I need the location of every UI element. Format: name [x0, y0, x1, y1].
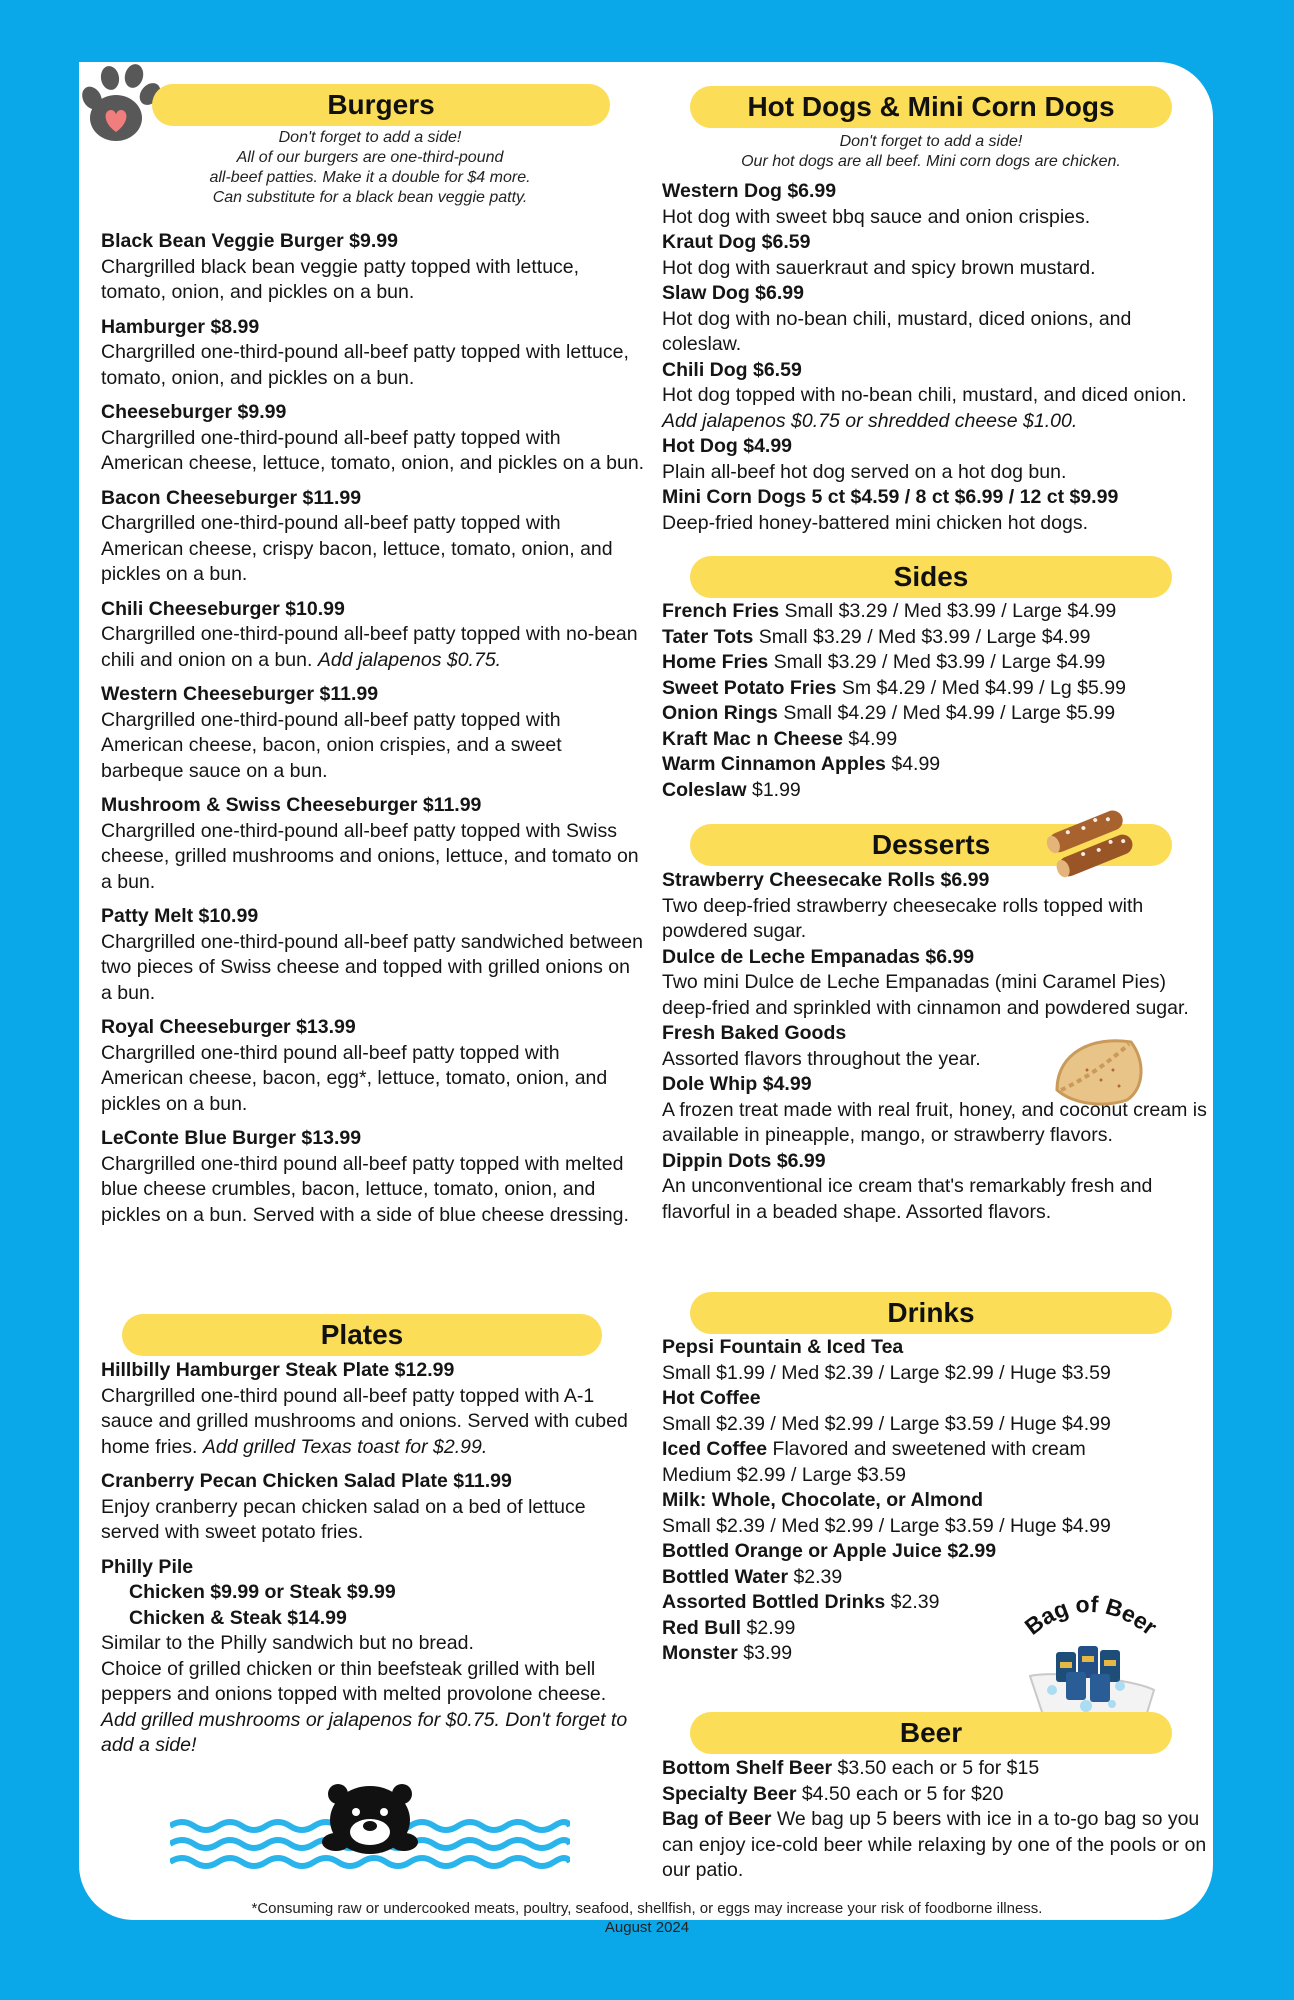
- menu-item: [101, 1469, 646, 1546]
- item-price: $3.99: [743, 1642, 793, 1664]
- sides-list: [662, 599, 1207, 803]
- disclaimer: *Consuming raw or undercooked meats, poultry, seafood, shellfish, or eggs may increase your risk of foodborne illness.: [251, 1900, 1043, 1917]
- menu-item: [662, 868, 1207, 945]
- plates-title: Plates: [320, 1319, 404, 1350]
- item-extra: Add grilled mushrooms or jalapenos for $0.75. Don't forget to add a side!: [101, 1708, 628, 1756]
- menu-item: [662, 179, 1207, 230]
- item-price: $2.39: [890, 1591, 940, 1613]
- item-price: We bag up 5 beers with ice in a to-go bag so you can enjoy ice-cold beer while relaxing by one of the pools or on our patio.: [662, 1808, 1207, 1881]
- item-price: $4.50 each or 5 for $20: [801, 1782, 1004, 1805]
- item-desc: Hot dog with sweet bbq sauce and onion crispies.: [662, 205, 1091, 228]
- item-extra: Add jalapenos $0.75.: [317, 648, 502, 671]
- item-desc: Chargrilled one-third-pound all-beef patty topped with American cheese, crispy bacon, lettuce, tomato, onion, and pickles on a bun.: [101, 512, 613, 585]
- item-name: Sweet Potato Fries: [662, 676, 837, 699]
- beer-item: [662, 1782, 1207, 1808]
- menu-item: [662, 1021, 1207, 1072]
- item-extra: Add jalapenos $0.75 or shredded cheese $1.00.: [662, 409, 1078, 432]
- svg-text:Bag of Beer: [1020, 1591, 1162, 1640]
- item-price: $3.50 each or 5 for $15: [837, 1757, 1040, 1779]
- menu-item: [662, 1072, 1207, 1149]
- item-name: Hot Dog $4.99: [662, 435, 793, 457]
- item-price: Small $4.29 / Med $4.99 / Large $5.99: [783, 702, 1116, 724]
- burgers-note-line: All of our burgers are one-third-pound: [236, 149, 504, 166]
- item-desc: Choice of grilled chicken or thin beefsteak grilled with bell peppers and onions topped with melted provolone cheese.: [101, 1657, 607, 1705]
- item-sub: Medium $2.99 / Large $3.59: [662, 1463, 906, 1486]
- item-name: Slaw Dog $6.99: [662, 282, 804, 304]
- item-name: Kraut Dog $6.59: [662, 231, 811, 253]
- menu-item: [662, 358, 1207, 435]
- desserts-title: Desserts: [871, 829, 991, 860]
- beer-title: Beer: [899, 1717, 963, 1748]
- menu-date: August 2024: [604, 1919, 690, 1936]
- item-desc: Two deep-fried strawberry cheesecake rolls topped with powdered sugar.: [662, 894, 1144, 942]
- item-name: Hamburger $8.99: [101, 315, 260, 338]
- side-item: [662, 599, 1207, 625]
- menu-item: [101, 1126, 646, 1228]
- beer-item: [662, 1756, 1207, 1782]
- item-name: Black Bean Veggie Burger $9.99: [101, 230, 398, 252]
- menu-item: [662, 281, 1207, 358]
- menu-item: [101, 229, 646, 306]
- item-name: LeConte Blue Burger $13.99: [101, 1127, 362, 1149]
- item-name: Bag of Beer: [662, 1808, 772, 1830]
- menu-item: [101, 1358, 646, 1460]
- item-name: Monster: [662, 1642, 738, 1664]
- item-name: Chili Dog $6.59: [662, 358, 802, 381]
- menu-item: [101, 1015, 646, 1117]
- item-desc: Two mini Dulce de Leche Empanadas (mini Caramel Pies) deep-fried and sprinkled with cinnamon and powdered sugar.: [662, 971, 1189, 1019]
- menu-item: [662, 230, 1207, 281]
- item-name: Red Bull: [662, 1616, 742, 1639]
- item-desc-wrap: [662, 383, 1207, 434]
- item-name: Western Dog $6.99: [662, 180, 837, 202]
- item-name: Milk: Whole, Chocolate, or Almond: [662, 1489, 984, 1511]
- item-price: Small $3.29 / Med $3.99 / Large $4.99: [784, 600, 1117, 622]
- item-name: Philly Pile: [101, 1555, 194, 1578]
- item-price: $4.99: [848, 727, 898, 750]
- item-name: Mushroom & Swiss Cheeseburger $11.99: [101, 794, 482, 816]
- item-name: Bacon Cheeseburger $11.99: [101, 486, 362, 509]
- menu-item: [101, 315, 646, 392]
- item-name: Bottled Orange or Apple Juice $2.99: [662, 1540, 997, 1562]
- burgers-title: Burgers: [327, 89, 435, 120]
- menu-item: [101, 682, 646, 784]
- burgers-note-line: Don't forget to add a side!: [278, 129, 462, 146]
- item-desc-wrap: [101, 622, 646, 673]
- hotdogs-banner: [690, 86, 1172, 128]
- drink-item: [662, 1488, 1207, 1539]
- item-name: Home Fries: [662, 651, 769, 673]
- desserts-list: [662, 868, 1207, 1225]
- beer-list: [662, 1756, 1207, 1884]
- menu-item: [662, 434, 1207, 485]
- item-price: Small $3.29 / Med $3.99 / Large $4.99: [758, 625, 1091, 648]
- hotdogs-note-line: Our hot dogs are all beef. Mini corn dogs are chicken.: [741, 153, 1121, 170]
- item-price: $2.39: [793, 1565, 843, 1588]
- item-desc: Chargrilled one-third-pound all-beef patty topped with no-bean chili and onion on a bun.: [101, 623, 638, 671]
- burgers-banner: [152, 84, 610, 126]
- item-name: Bottom Shelf Beer: [662, 1757, 833, 1779]
- item-desc-wrap: [101, 1384, 646, 1461]
- item-name: Hot Coffee: [662, 1387, 761, 1409]
- side-item: [662, 752, 1207, 778]
- item-price: Flavored and sweetened with cream: [772, 1438, 1086, 1460]
- item-desc: Enjoy cranberry pecan chicken salad on a bed of lettuce served with sweet potato fries.: [101, 1495, 586, 1543]
- plates-banner: [122, 1314, 602, 1356]
- item-desc: Chargrilled one-third pound all-beef patty topped with A-1 sauce and grilled mushrooms and onions. Served with cubed home fries.: [101, 1384, 628, 1458]
- item-name: Chili Cheeseburger $10.99: [101, 597, 345, 620]
- side-item: [662, 701, 1207, 727]
- item-price: Small $3.29 / Med $3.99 / Large $4.99: [773, 651, 1106, 673]
- item-desc: Hot dog with no-bean chili, mustard, diced onions, and coleslaw.: [662, 307, 1132, 355]
- item-name: Strawberry Cheesecake Rolls $6.99: [662, 869, 990, 891]
- item-name: Royal Cheeseburger $13.99: [101, 1016, 356, 1038]
- sides-title: Sides: [893, 561, 969, 592]
- item-name: Western Cheeseburger $11.99: [101, 683, 379, 705]
- item-desc: Hot dog with sauerkraut and spicy brown mustard.: [662, 256, 1096, 279]
- item-desc: Similar to the Philly sandwich but no bread.: [101, 1632, 474, 1654]
- menu-item: [101, 904, 646, 1006]
- item-name: Assorted Bottled Drinks: [662, 1591, 886, 1613]
- drink-item: [662, 1437, 1207, 1488]
- item-desc: Deep-fried honey-battered mini chicken hot dogs.: [662, 511, 1088, 534]
- item-name: Dulce de Leche Empanadas $6.99: [662, 945, 975, 968]
- beer-item: [662, 1807, 1207, 1884]
- menu-item: [101, 597, 646, 674]
- item-desc: Chargrilled one-third-pound all-beef patty topped with Swiss cheese, grilled mushrooms and onions, lettuce, and tomato on a bun.: [101, 819, 639, 893]
- bag-of-beer-label: Bag of Beer: [1019, 1590, 1162, 1641]
- drink-item: [662, 1386, 1207, 1437]
- menu-item: [101, 1555, 646, 1759]
- drinks-title: Drinks: [887, 1297, 975, 1328]
- burgers-note-line: all-beef patties. Make it a double for $4 more.: [209, 169, 531, 186]
- item-name: Kraft Mac n Cheese: [662, 727, 843, 750]
- item-sub: Small $2.39 / Med $2.99 / Large $3.59 / Huge $4.99: [662, 1514, 1111, 1537]
- item-desc: Hot dog topped with no-bean chili, mustard, and diced onion.: [662, 384, 1187, 406]
- hotdogs-title: Hot Dogs & Mini Corn Dogs: [747, 91, 1115, 122]
- item-desc: Chargrilled one-third-pound all-beef patty topped with American cheese, lettuce, tomato, onion, and pickles on a bun.: [101, 426, 645, 474]
- menu-item: [662, 945, 1207, 1022]
- item-name: Warm Cinnamon Apples: [662, 753, 886, 775]
- item-name: Bottled Water: [662, 1565, 789, 1588]
- item-desc: A frozen treat made with real fruit, honey, and coconut cream is available in pineapple, mango, or strawberry flavors.: [662, 1098, 1207, 1146]
- hotdogs-note: [690, 132, 1172, 172]
- item-desc: Chargrilled one-third pound all-beef patty topped with melted blue cheese crumbles, bacon, lettuce, tomato, onion, and pickles on a bun. Served with a side of blue cheese dressing.: [101, 1152, 629, 1226]
- item-desc: Chargrilled black bean veggie patty topped with lettuce, tomato, onion, and pickles on a bun.: [101, 255, 580, 303]
- item-name: Dole Whip $4.99: [662, 1073, 812, 1095]
- item-desc: Chargrilled one-third pound all-beef patty topped with American cheese, bacon, egg*, lettuce, tomato, onion, and pickles on a bun.: [101, 1041, 608, 1115]
- item-name: Hillbilly Hamburger Steak Plate $12.99: [101, 1359, 455, 1381]
- bear-waves-icon: [170, 1780, 570, 1878]
- item-price: Sm $4.29 / Med $4.99 / Lg $5.99: [841, 676, 1126, 699]
- side-item: [662, 727, 1207, 753]
- side-item: [662, 625, 1207, 651]
- side-item: [662, 650, 1207, 676]
- menu-item: [662, 485, 1207, 536]
- drink-item: [662, 1539, 1207, 1565]
- item-desc: Plain all-beef hot dog served on a hot dog bun.: [662, 460, 1067, 483]
- drinks-banner: [690, 1292, 1172, 1334]
- item-name: Cheeseburger $9.99: [101, 401, 287, 423]
- burgers-note: [150, 128, 590, 208]
- item-name: Tater Tots: [662, 625, 754, 648]
- item-price: $2.99: [746, 1616, 796, 1639]
- item-sub: Small $2.39 / Med $2.99 / Large $3.59 / Huge $4.99: [662, 1412, 1111, 1435]
- item-name: Patty Melt $10.99: [101, 905, 259, 927]
- hotdogs-list: [662, 179, 1207, 536]
- footer: [0, 1899, 1294, 1937]
- item-name: Dippin Dots $6.99: [662, 1149, 826, 1172]
- side-item: [662, 676, 1207, 702]
- item-price: $1.99: [751, 778, 801, 801]
- menu-item: [101, 400, 646, 477]
- item-desc: An unconventional ice cream that's remarkably fresh and flavorful in a beaded shape. Assorted flavors.: [662, 1175, 1153, 1223]
- burgers-list: [101, 229, 646, 1237]
- beer-banner: [690, 1712, 1172, 1754]
- item-name: Fresh Baked Goods: [662, 1022, 847, 1044]
- item-desc: Chargrilled one-third-pound all-beef patty sandwiched between two pieces of Swiss cheese and topped with grilled onions on a bun.: [101, 930, 644, 1004]
- item-price: $4.99: [891, 753, 941, 775]
- plates-list: [101, 1358, 646, 1768]
- menu-item: [101, 486, 646, 588]
- item-sub: Small $1.99 / Med $2.39 / Large $2.99 / Huge $3.59: [662, 1361, 1111, 1384]
- item-desc: Chargrilled one-third-pound all-beef patty topped with American cheese, bacon, onion crispies, and a sweet barbeque sauce on a bun.: [101, 708, 562, 782]
- item-desc-wrap: [101, 1657, 646, 1759]
- sides-banner: [690, 556, 1172, 598]
- item-desc: Assorted flavors throughout the year.: [662, 1047, 981, 1070]
- item-name: Mini Corn Dogs 5 ct $4.59 / 8 ct $6.99 / 12 ct $9.99: [662, 486, 1119, 508]
- item-name: French Fries: [662, 600, 780, 622]
- item-name: Specialty Beer: [662, 1782, 797, 1805]
- hotdogs-note-line: Don't forget to add a side!: [839, 133, 1023, 150]
- menu-item: [101, 793, 646, 895]
- item-name: Cranberry Pecan Chicken Salad Plate $11.99: [101, 1470, 512, 1492]
- item-name: Pepsi Fountain & Iced Tea: [662, 1336, 904, 1358]
- item-name: Onion Rings: [662, 702, 778, 724]
- menu-item: [662, 1149, 1207, 1226]
- burgers-note-line: Can substitute for a black bean veggie patty.: [212, 189, 528, 206]
- item-name: Iced Coffee: [662, 1438, 768, 1460]
- item-price-line: Chicken $9.99 or Steak $9.99: [129, 1581, 396, 1603]
- item-price-line: Chicken & Steak $14.99: [129, 1606, 347, 1629]
- drink-item: [662, 1565, 1207, 1591]
- item-desc: Chargrilled one-third-pound all-beef patty topped with lettuce, tomato, onion, and pickles on a bun.: [101, 341, 629, 389]
- drink-item: [662, 1335, 1207, 1386]
- item-extra: Add grilled Texas toast for $2.99.: [202, 1435, 488, 1458]
- item-name: Coleslaw: [662, 778, 747, 801]
